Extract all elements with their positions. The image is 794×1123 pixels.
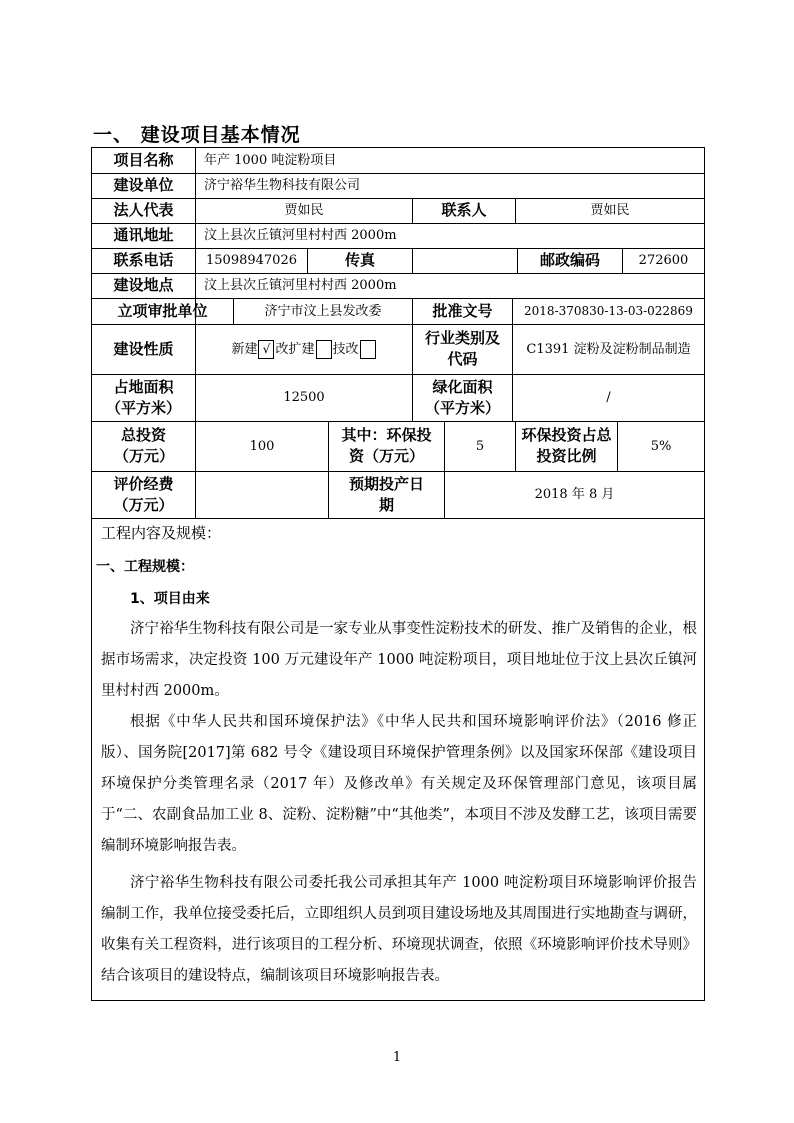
section-heading: 一、 建设项目基本情况 <box>93 124 301 146</box>
label-env-invest: 其中：环保投资（万元） <box>341 426 432 465</box>
value-env-ratio: 5% <box>650 438 672 454</box>
label-project-name: 项目名称 <box>113 151 174 169</box>
project-info-form <box>91 147 705 1001</box>
value-industry: C1391 淀粉及淀粉制品制造 <box>526 341 691 357</box>
nature-new-checkbox[interactable]: √ <box>258 340 274 359</box>
label-env-ratio: 环保投资占总投资比例 <box>521 426 612 465</box>
page-number: 1 <box>392 1050 402 1065</box>
label-builder: 建设单位 <box>113 176 174 194</box>
label-fax: 传真 <box>344 251 375 269</box>
value-expected: 2018 年 8 月 <box>534 487 615 502</box>
value-green: / <box>606 390 611 405</box>
label-area: 占地面积（平方米） <box>105 377 181 417</box>
label-contact: 联系人 <box>441 201 487 219</box>
label-legal-rep: 法人代表 <box>113 201 174 219</box>
label-approval-unit: 立项审批单位 <box>117 301 208 320</box>
paragraph-2: 根据《中华人民共和国环境保护法》《中华人民共和国环境影响评价法》（2016 修正版）、国务院[2017]第 682 号令《建设项目环境保护管理条例》以及国家环保部《建设项目环境保护分类管理名录（2017 年）及修改单》有关规定及环保管理部门意见，该项目属于“二、农副食品加工业 8、淀粉、淀粉糖”中“其他类”，本项目不涉及发酵工艺，该项目需要编制环境影响报告表。 <box>101 714 697 854</box>
content-title: 工程内容及规模： <box>101 524 222 542</box>
nature-expand-checkbox[interactable] <box>316 340 332 359</box>
value-area: 12500 <box>283 390 325 405</box>
label-industry: 行业类别及代码 <box>425 329 501 368</box>
value-approval-unit: 济宁市汶上县发改委 <box>264 303 382 319</box>
value-approval-no: 2018-370830-13-03-022869 <box>524 303 693 318</box>
section-engineering-scale: 一、工程规模： <box>96 559 194 575</box>
value-env-invest: 5 <box>475 438 485 454</box>
value-invest: 100 <box>249 438 275 454</box>
value-legal-rep: 贾如民 <box>284 203 324 218</box>
value-nature <box>196 324 412 374</box>
label-invest: 总投资（万元） <box>114 426 175 465</box>
label-address: 通讯地址 <box>113 226 174 244</box>
nature-new-label: 新建 <box>231 341 258 357</box>
label-nature: 建设性质 <box>113 339 174 358</box>
value-postcode: 272600 <box>638 253 689 268</box>
subsection-project-origin: 1、项目由来 <box>130 591 210 607</box>
paragraph-3: 济宁裕华生物科技有限公司委托我公司承担其年产 1000 吨淀粉项目环境影响评价报告编制工作，我单位接受委托后，立即组织人员到项目建设场地及其周围进行实地勘查与调研，收集有关工程资料，进行该项目的工程分析、环境现状调查，依照《环境影响评价技术导则》结合该项目的建设特点，编制该项目环境影响报告表。 <box>101 875 697 984</box>
paragraph-1: 济宁裕华生物科技有限公司是一家专业从事变性淀粉技术的研发、推广及销售的企业，根据市场需求，决定投资 100 万元建设年产 1000 吨淀粉项目，项目地址位于汶上县次丘镇河里村村西 2000m。 <box>101 621 697 699</box>
value-contact: 贾如民 <box>590 203 630 218</box>
label-expected: 预期投产日期 <box>349 474 425 514</box>
nature-expand-label: 改扩建 <box>275 341 315 357</box>
value-address: 汶上县次丘镇河里村村西 2000m <box>204 228 397 243</box>
label-eval-fee: 评价经费（万元） <box>113 474 174 514</box>
value-phone: 15098947026 <box>206 253 297 268</box>
nature-tech-checkbox[interactable] <box>360 340 376 359</box>
label-approval-no: 批准文号 <box>432 301 493 320</box>
label-green: 绿化面积（平方米） <box>425 377 501 417</box>
value-site: 汶上县次丘镇河里村村西 2000m <box>204 278 397 293</box>
label-postcode: 邮政编码 <box>539 251 600 269</box>
value-fax <box>413 248 517 273</box>
label-site: 建设地点 <box>113 276 174 294</box>
nature-tech-label: 技改 <box>332 341 359 357</box>
value-builder: 济宁裕华生物科技有限公司 <box>204 178 361 193</box>
label-phone: 联系电话 <box>113 251 174 269</box>
value-project-name: 年产 1000 吨淀粉项目 <box>204 153 337 168</box>
value-eval-fee <box>196 471 328 518</box>
